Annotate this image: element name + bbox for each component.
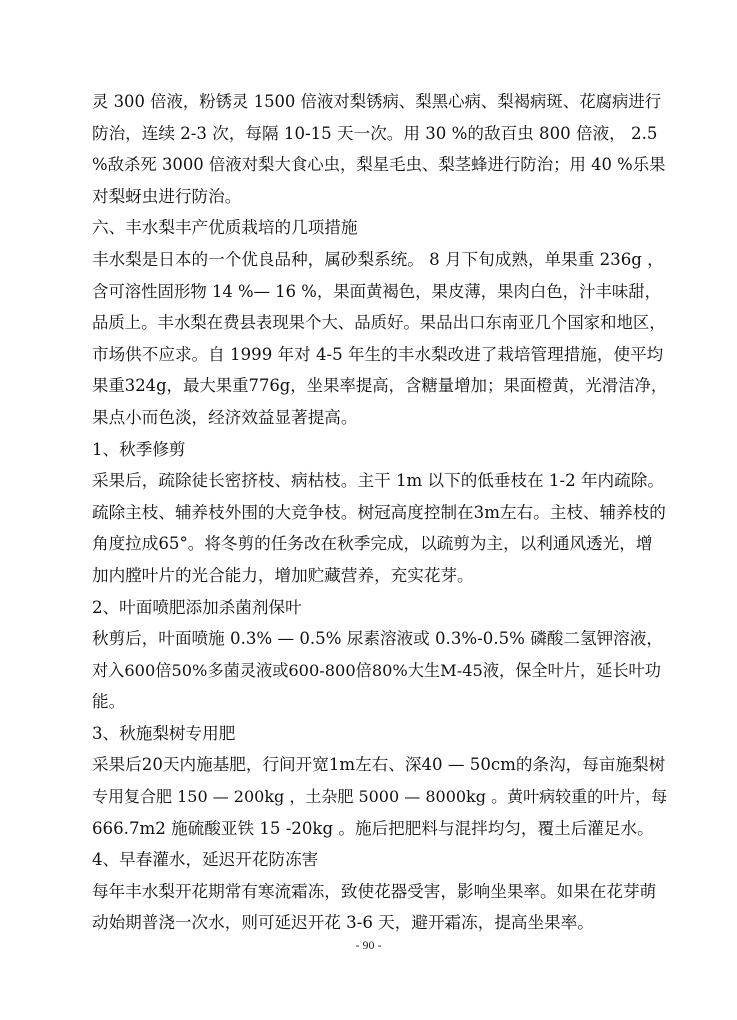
text-line: 含可溶性固形物 14 %— 16 %，果面黄褐色，果皮薄，果肉白色，汁丰味甜， (92, 281, 662, 301)
text-line: 果点小而色淡，经济效益显著提高。 (92, 407, 358, 427)
text-line: 能。 (92, 692, 126, 712)
text-line: 市场供不应求。自 1999 年对 4-5 年生的丰水梨改进了栽培管理措施，使平均 (92, 344, 664, 364)
text-line: 对入600倍50%多菌灵液或600-800倍80%大生M-45液，保全叶片，延长叶功 (92, 660, 661, 680)
page-number: - 90 - (355, 938, 382, 952)
text-line: 角度拉成65°。将冬剪的任务改在秋季完成，以疏剪为主，以利通风透光，增 (92, 534, 653, 554)
subsection-heading: 3、秋施梨树专用肥 (92, 723, 236, 743)
text-line: 每年丰水梨开花期常有寒流霜冻，致使花器受害，影响坐果率。如果在花芽萌 (92, 881, 657, 901)
text-line: 动始期普浇一次水，则可延迟开花 3-6 天，避开霜冻，提高坐果率。 (92, 913, 594, 933)
body-text (92, 86, 667, 939)
section-heading: 六、丰水梨丰产优质栽培的几项措施 (92, 218, 358, 238)
text-line: 丰水梨是日本的一个优良品种，属砂梨系统。 8 月下旬成熟，单果重 236g ， (92, 249, 664, 269)
text-line: 品质上。丰水梨在费县表现果个大、品质好。果品出口东南亚几个国家和地区， (92, 313, 666, 333)
text-line: 加内膛叶片的光合能力，增加贮藏营养，充实花芽。 (92, 565, 474, 585)
text-line: 疏除主枝、辅养枝外围的大竞争枝。树冠高度控制在3m左右。主枝、辅养枝的 (92, 502, 666, 522)
text-line: 对梨蚜虫进行防治。 (92, 186, 242, 206)
text-line: 专用复合肥 150 — 200kg ，土杂肥 5000 — 8000kg 。黄叶病较重的叶片，每 (92, 787, 668, 807)
text-line: 秋剪后，叶面喷施 0.3% — 0.5% 尿素溶液或 0.3%-0.5% 磷酸二氢钾溶液， (92, 629, 663, 649)
text-line: 采果后20天内施基肥，行间开宽1m左右、深40 — 50cm的条沟，每亩施梨树 (92, 755, 666, 775)
text-line: 采果后，疏除徒长密挤枝、病枯枝。主干 1m 以下的低垂枝在 1-2 年内疏除。 (92, 471, 664, 491)
text-line: %敌杀死 3000 倍液对梨大食心虫，梨星毛虫、梨茎蜂进行防治；用 40 %乐果 (92, 155, 666, 175)
subsection-heading: 4、早春灌水，延迟开花防冻害 (92, 850, 319, 870)
subsection-heading: 2、叶面喷肥添加杀菌剂保叶 (92, 597, 302, 617)
text-line: 灵 300 倍液，粉锈灵 1500 倍液对梨锈病、梨黑心病、梨褐病斑、花腐病进行 (92, 92, 662, 111)
text-line: 防治，连续 2-3 次，每隔 10-15 天一次。用 30 %的敌百虫 800 倍液， 2.5 (92, 123, 658, 143)
subsection-heading: 1、秋季修剪 (92, 439, 186, 459)
text-line: 666.7m2 施硫酸亚铁 15 -20kg 。施后把肥料与混拌均匀，覆土后灌足水。 (92, 818, 654, 838)
text-line: 果重324g，最大果重776g，坐果率提高，含糖量增加；果面橙黄，光滑洁净， (92, 376, 668, 396)
